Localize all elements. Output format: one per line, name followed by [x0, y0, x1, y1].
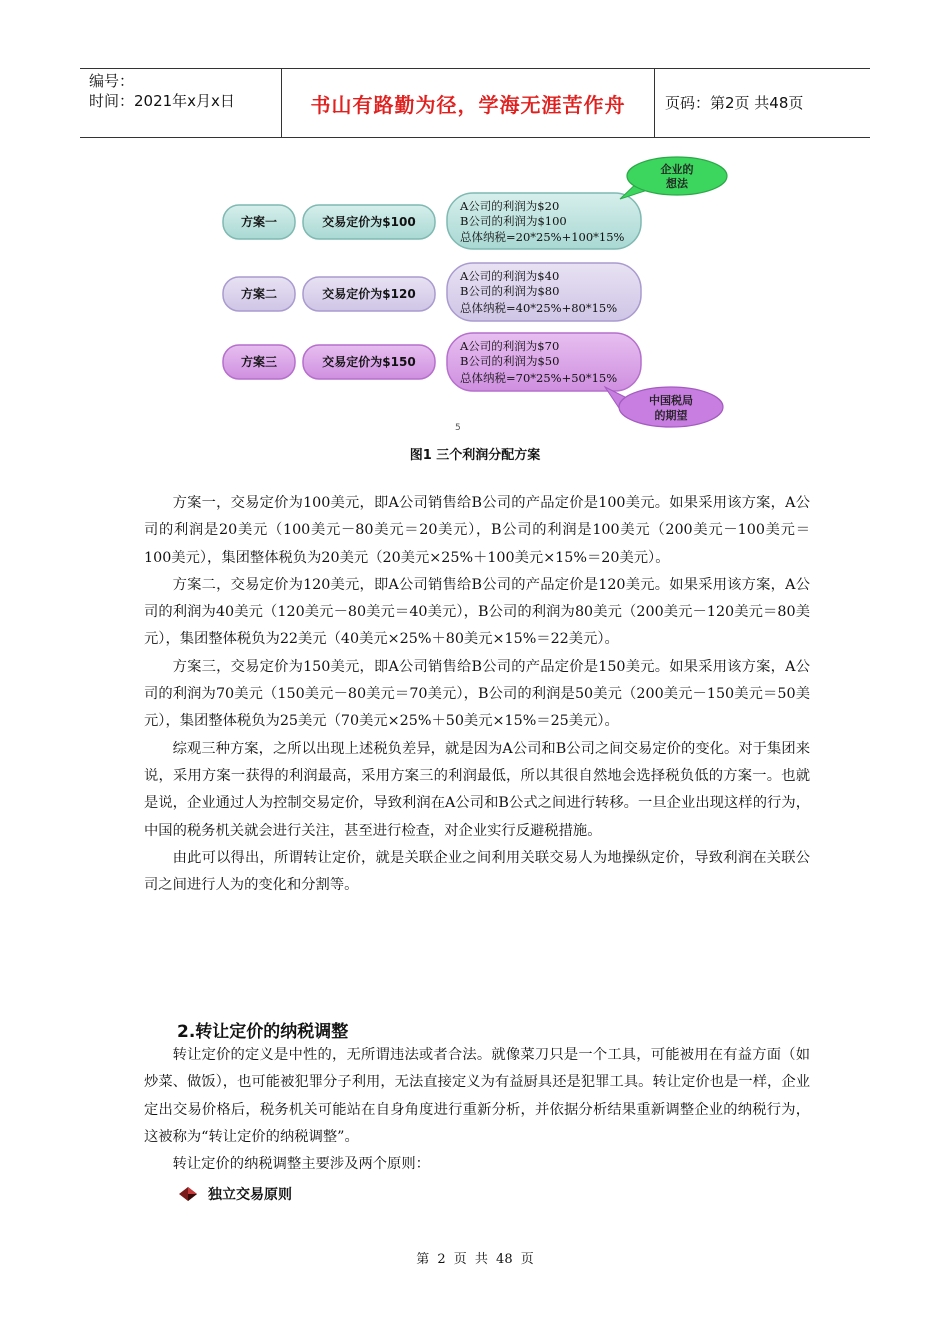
header-page-cell: [655, 69, 870, 137]
body-section-1: [144, 490, 810, 899]
figure-svg: [215, 155, 735, 435]
header-page-label: 页码：第2页 共48页: [665, 94, 804, 112]
plan-row-3: [223, 333, 641, 391]
paragraph-principles-intro: 转让定价的纳税调整主要涉及两个原则：: [172, 1156, 430, 1173]
plan-row-1: [223, 193, 641, 249]
callout-enterprise-line2: 想法: [666, 177, 688, 190]
plan-3-line-b: B公司的利润为$50: [460, 354, 560, 368]
plan-2-line-tax: 总体纳税=40*25%+80*15%: [460, 301, 618, 315]
callout-enterprise-line1: 企业的: [660, 163, 694, 176]
paragraph-neutral-definition: 转让定价的定义是中性的，无所谓违法或者合法。就像菜刀只是一个工具，可能被用在有益方面（如炒菜、做饭），也可能被犯罪分子利用，无法直接定义为有益厨具还是犯罪工具。转让定价也是一样，企业定出交易价格后，税务机关可能站在自身角度进行重新分析，并依据分析结果重新调整企业的纳税行为，这被称为“转让定价的纳税调整”。: [144, 1047, 810, 1145]
plan-2-price: 交易定价为$120: [322, 287, 416, 301]
plan-1-name: 方案一: [240, 215, 278, 229]
plan-1-line-b: B公司的利润为$100: [460, 214, 567, 228]
header-motto-cell: [282, 69, 655, 137]
plan-1-price: 交易定价为$100: [322, 215, 416, 229]
paragraph-plan-2: 方案二，交易定价为120美元，即A公司销售给B公司的产品定价是120美元。如果采用该方案，A公司的利润为40美元（120美元－80美元＝40美元），B公司的利润为80美元（200美元－120美元＝80美元），集团整体税负为22美元（40美元×25%＋80美元×15%＝22美元）。: [144, 576, 810, 648]
callout-tax-bureau: [605, 387, 723, 427]
callout-enterprise: [620, 157, 727, 199]
header-time-label: 时间：2021年x月x日: [89, 92, 235, 110]
paragraph-plan-3: 方案三，交易定价为150美元，即A公司销售给B公司的产品定价是150美元。如果采用该方案，A公司的利润为70美元（150美元－80美元＝70美元），B公司的利润是50美元（200美元－150美元＝50美元），集团整体税负为25美元（70美元×25%＋50美元×15%＝25美元）。: [144, 658, 810, 730]
section-heading: 2.转让定价的纳税调整: [177, 1022, 349, 1042]
header-meta-cell: [80, 69, 282, 137]
plan-1-line-a: A公司的利润为$20: [460, 199, 560, 213]
plan-2-line-b: B公司的利润为$80: [460, 284, 560, 298]
paragraph-comparison: 综观三种方案，之所以出现上述税负差异，就是因为A公司和B公司之间交易定价的变化。对于集团来说，采用方案一获得的利润最高，采用方案三的利润最低，所以其很自然地会选择税负低的方案一。也就是说，企业通过人为控制交易定价，导致利润在A公司和B公式之间进行转移。一旦企业出现这样的行为，中国的税务机关就会进行关注，甚至进行检查，对企业实行反避税措施。: [144, 740, 810, 839]
figure-small-number: 5: [455, 423, 461, 433]
plan-3-line-tax: 总体纳税=70*25%+50*15%: [460, 371, 618, 385]
plan-3-name: 方案三: [240, 355, 278, 369]
figure-caption: 图1 三个利润分配方案: [409, 448, 541, 463]
header-number-label: 编号：: [89, 72, 135, 90]
bullet-item: [178, 1184, 292, 1204]
header-motto: 书山有路勤为径，学海无涯苦作舟: [310, 92, 626, 117]
profit-allocation-figure: [215, 155, 735, 435]
plan-3-line-a: A公司的利润为$70: [460, 339, 560, 353]
document-header: [80, 68, 870, 138]
diamond-bullet-icon: [178, 1186, 198, 1202]
page-footer: 第 2 页 共 48 页: [416, 1252, 534, 1267]
paragraph-plan-1: 方案一，交易定价为100美元，即A公司销售给B公司的产品定价是100美元。如果采用该方案，A公司的利润是20美元（100美元－80美元＝20美元），B公司的利润是100美元（200美元－100美元＝100美元），集团整体税负为20美元（20美元×25%＋100美元×15%＝20美元）。: [144, 495, 810, 566]
paragraph-definition: 由此可以得出，所谓转让定价，就是关联企业之间利用关联交易人为地操纵定价，导致利润在关联公司之间进行人为的变化和分割等。: [144, 849, 810, 894]
plan-2-name: 方案二: [240, 287, 278, 301]
bullet-item-label: 独立交易原则: [208, 1187, 292, 1203]
plan-1-line-tax: 总体纳税=20*25%+100*15%: [460, 230, 625, 244]
plan-3-price: 交易定价为$150: [322, 355, 416, 369]
callout-tax-bureau-line2: 的期望: [654, 409, 688, 422]
plan-2-line-a: A公司的利润为$40: [460, 269, 560, 283]
plan-row-2: [223, 263, 641, 321]
callout-tax-bureau-line1: 中国税局: [649, 394, 693, 407]
body-section-2: [144, 1042, 810, 1178]
